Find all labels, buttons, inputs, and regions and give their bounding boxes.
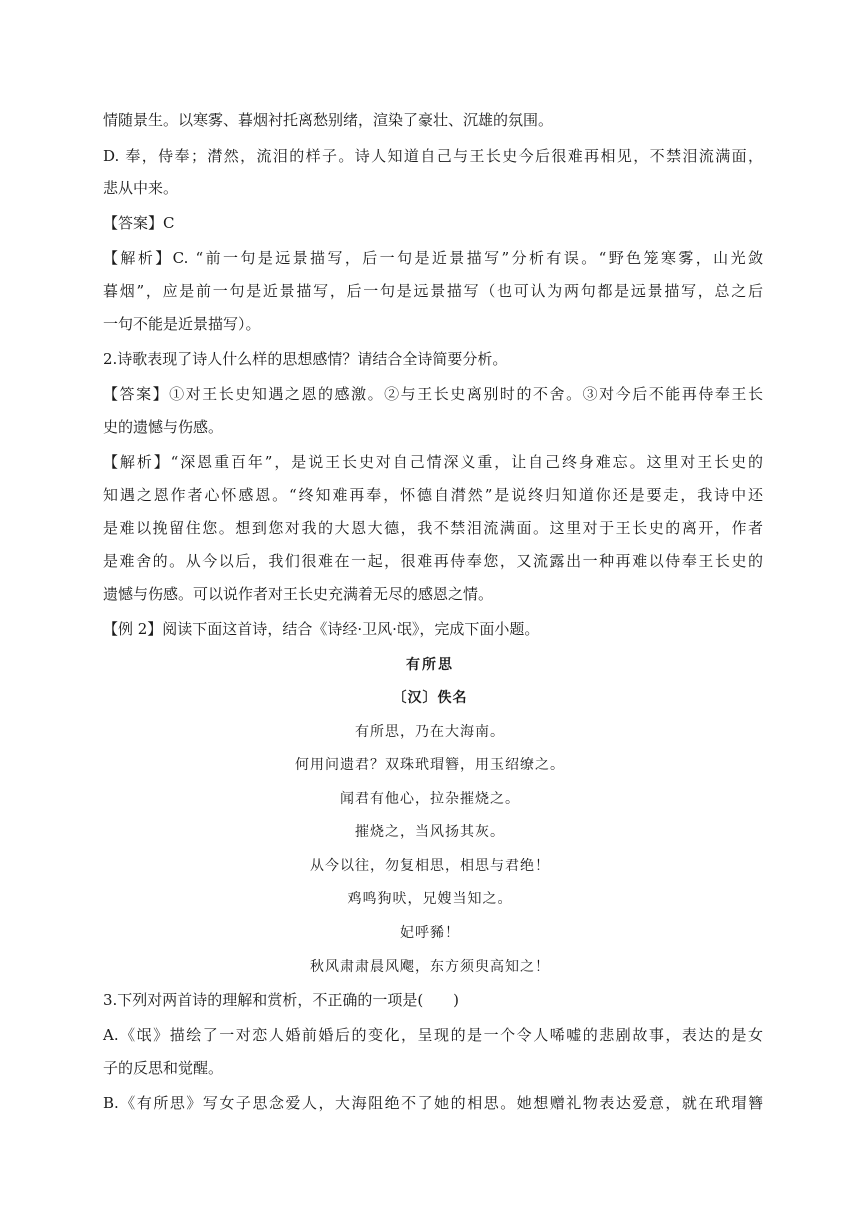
paragraph-line: D. 奉，侍奉；潸然，流泪的样子。诗人知道自己与王长史今后很难再相见，不禁泪流满面，: [103, 147, 763, 165]
question-2: 2.诗歌表现了诗人什么样的思想感情？请结合全诗简要分析。: [103, 350, 508, 368]
paragraph-line: 是难舍的。从今以后，我们很难在一起，很难再侍奉您，又流露出一种再难以侍奉王长史的: [103, 552, 763, 570]
question-3: 3.下列对两首诗的理解和赏析，不正确的一项是( ): [103, 991, 460, 1009]
paragraph-line: 【答案】①对王长史知遇之恩的感激。②与王长史离别时的不舍。③对今后不能再侍奉王长: [103, 385, 763, 403]
paragraph-line: 知遇之恩作者心怀感恩。“终知难再奉，怀德自潸然”是说终归知道你还是要走，我诗中还: [103, 486, 763, 504]
option-b: B.《有所思》写女子思念爱人，大海阻绝不了她的相思。她想赠礼物表达爱意，就在玳瑁簪: [103, 1094, 763, 1112]
poem-author: 〔汉〕佚名: [392, 690, 468, 706]
paragraph-line: 史的遗憾与伤感。: [103, 418, 224, 436]
paragraph-line: 子的反思和觉醒。: [103, 1059, 224, 1077]
poem-verse: 有所思，乃在大海南。: [355, 724, 505, 740]
poem-verse: 秋风肃肃晨风飔，东方须臾高知之！: [310, 959, 550, 975]
poem-verse: 鸡鸣狗吠，兄嫂当知之。: [347, 891, 513, 907]
paragraph-line: 遗憾与伤感。可以说作者对王长史充满着无尽的感恩之情。: [103, 585, 494, 603]
poem-verse: 闻君有他心，拉杂摧烧之。: [340, 791, 520, 807]
poem-verse: 何用问遗君？双珠玳瑁簪，用玉绍缭之。: [295, 757, 565, 773]
answer-label: 【答案】C: [103, 214, 175, 232]
example-2-heading: 【例 2】阅读下面这首诗，结合《诗经·卫风·氓》，完成下面小题。: [103, 620, 540, 638]
paragraph-line: 是难以挽留住您。想到您对我的大恩大德，我不禁泪流满面。这里对于王长史的离开，作者: [103, 519, 763, 537]
poem-verse: 摧烧之，当风扬其灰。: [355, 824, 505, 840]
paragraph-line: 悲从中来。: [103, 179, 179, 197]
paragraph-line: 情随景生。以寒雾、暮烟衬托离愁别绪，渲染了豪壮、沉雄的氛围。: [103, 111, 554, 129]
poem-verse: 从今以往，勿复相思，相思与君绝！: [310, 858, 550, 874]
poem-verse: 妃呼豨！: [400, 925, 460, 941]
paragraph-line: 【解析】C. “前一句是远景描写，后一句是近景描写”分析有误。“野色笼寒雾，山光敛: [103, 249, 763, 267]
paragraph-line: 一句不能是近景描写）。: [103, 315, 261, 333]
poem-title: 有所思: [406, 657, 454, 673]
paragraph-line: 暮烟”，应是前一句是近景描写，后一句是远景描写（也可认为两句都是远景描写，总之后: [103, 282, 763, 300]
paragraph-line: 【解析】“深恩重百年”，是说王长史对自己情深义重，让自己终身难忘。这里对王长史的: [103, 453, 763, 471]
option-a: A.《氓》描绘了一对恋人婚前婚后的变化，呈现的是一个令人唏嘘的悲剧故事，表达的是女: [103, 1026, 763, 1044]
